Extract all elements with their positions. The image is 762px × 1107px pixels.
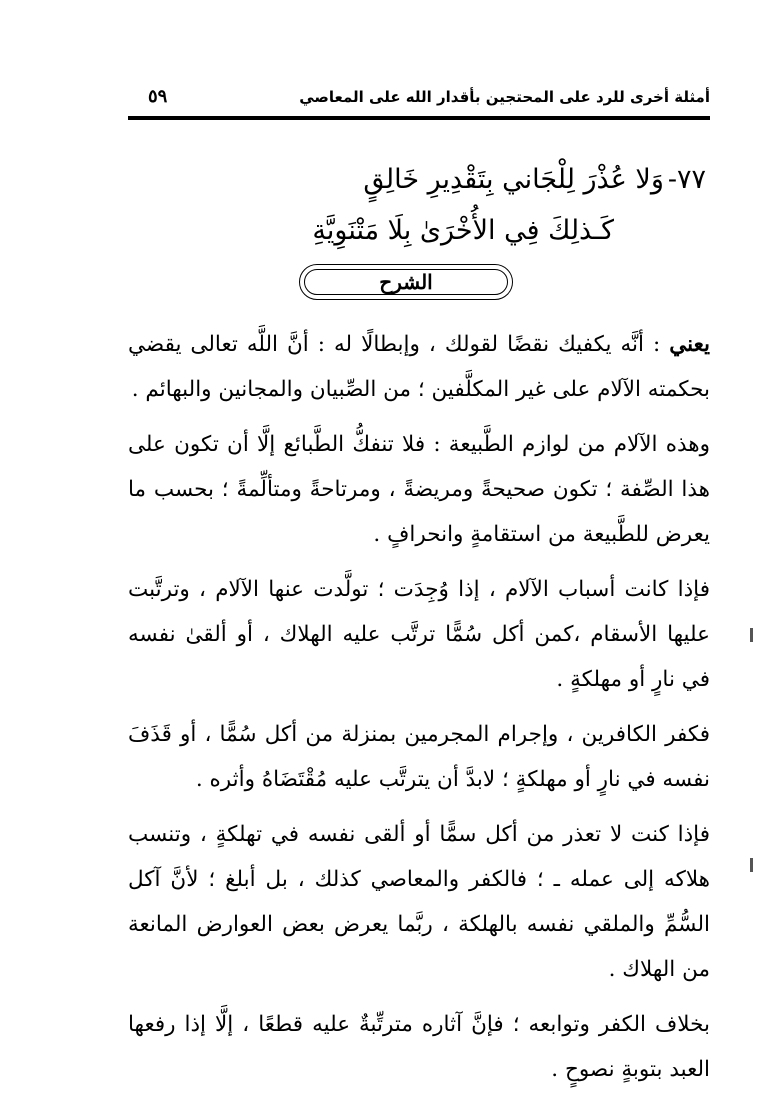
paragraph-5: فإذا كنت لا تعذر من أكل سمًّا أو ألقى نفسه في تهلكةٍ ، وتنسب هلاكه إلى عمله ـ ؛ فالكفر والمعاصي كذلك ، بل أبلغ ؛ لأنَّ آكل السُّمِّ والملقي نفسه بالهلكة ، ربَّما يعرض بعض العوارض المانعة من الهلاك . bbox=[128, 822, 710, 982]
header-rule bbox=[128, 116, 710, 120]
margin-mark bbox=[750, 628, 753, 642]
verse-line-2: كَـذلِكَ فِي الأُخْرَىٰ بِلَا مَتْنَوِيَّةِ bbox=[312, 215, 614, 246]
header-title: أمثلة أخرى للرد على المحتجين بأقدار الله على المعاصي bbox=[299, 88, 710, 106]
verse-line-1 bbox=[146, 160, 706, 200]
paragraph-4: فكفر الكافرين ، وإجرام المجرمين بمنزلة من أكل سُمًّا ، أو قَذَفَ نفسه في نارٍ أو مهلكةٍ ؛ لابدَّ أن يترتَّب عليه مُقْتَضَاهُ وأثره . bbox=[128, 722, 710, 792]
paragraph-2: وهذه الآلام من لوازم الطَّبيعة : فلا تنفكُّ الطَّبائع إلَّا أن تكون على هذا الصِّفة ؛ تكون صحيحةً ومريضةً ، ومرتاحةً ومتألِّمةً ؛ بحسب ما يعرض للطَّبيعة من استقامةٍ وانحرافٍ . bbox=[128, 432, 710, 547]
margin-mark bbox=[750, 858, 753, 872]
running-header bbox=[128, 86, 710, 112]
paragraph-3: فإذا كانت أسباب الآلام ، إذا وُجِدَت ؛ تولَّدت عنها الآلام ، وترتَّبت عليها الأسقام ،كمن أكل سُمًّا ترتَّب عليه الهلاك ، أو ألقىٰ نفسه في نارٍ أو مهلكةٍ . bbox=[128, 577, 710, 692]
section-heading: الشرح bbox=[379, 270, 433, 294]
section-heading-frame bbox=[299, 264, 513, 300]
paragraph-1-text: : أنَّه يكفيك نقضًا لقولك ، وإبطالًا له : أنَّ اللَّه تعالى يقضي بحكمته الآلام على غير المكلَّفين ؛ من الصِّبيان والمجانين والبهائم . bbox=[128, 332, 710, 402]
verse-line-1-text: وَلا عُذْرَ لِلْجَاني بِتَقْدِيرِ خَالِقٍ bbox=[363, 164, 664, 195]
commentary-body bbox=[128, 322, 710, 1092]
section-heading-inner-frame bbox=[304, 269, 508, 295]
verse-number: ٧٧- bbox=[667, 164, 706, 195]
paragraph-1-lead: يعني bbox=[669, 332, 710, 357]
page-number: ٥٩ bbox=[148, 86, 168, 107]
paragraph-1 bbox=[128, 322, 710, 412]
paragraph-6: بخلاف الكفر وتوابعه ؛ فإنَّ آثاره مترتِّبةٌ عليه قطعًا ، إلَّا إذا رفعها العبد بتوبةٍ نصوحٍ . bbox=[128, 1012, 710, 1082]
